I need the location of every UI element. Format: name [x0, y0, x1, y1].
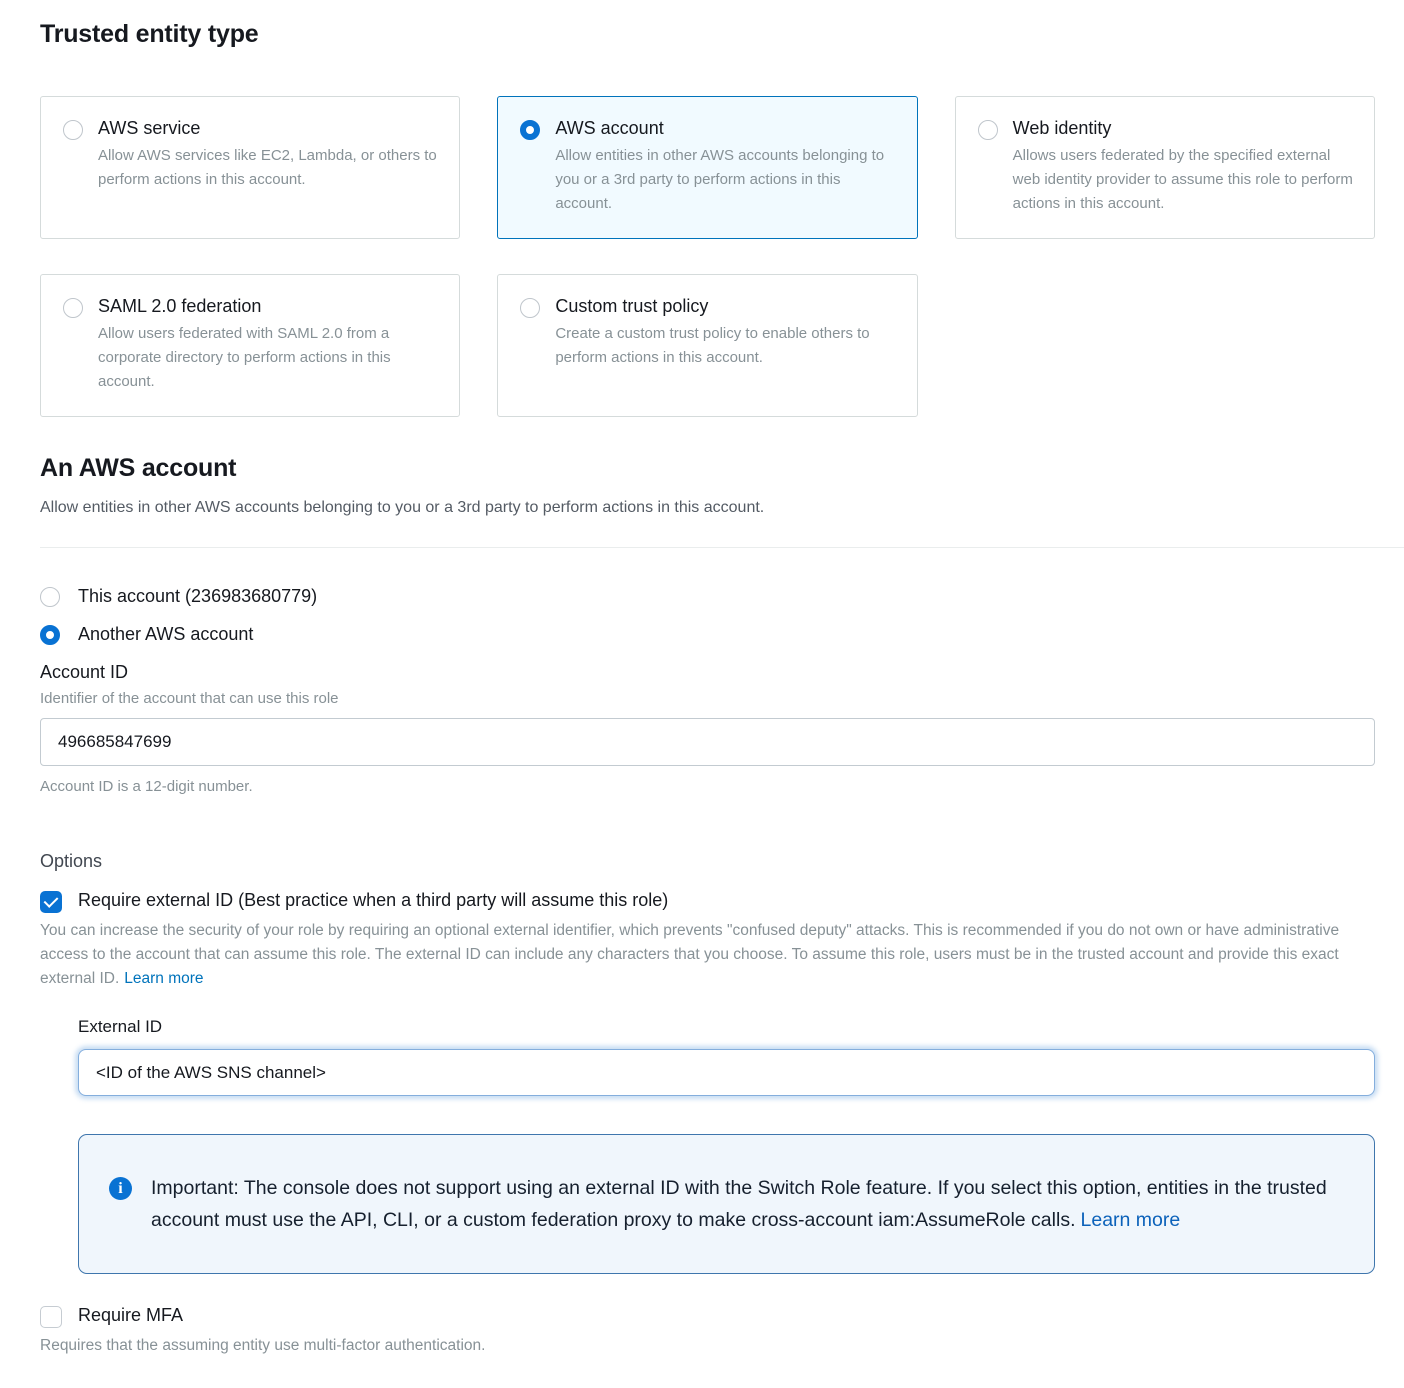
- entity-card-label: AWS service: [98, 118, 201, 138]
- entity-type-cards: [40, 96, 1375, 417]
- entity-card-body: [98, 296, 439, 394]
- entity-card-body: [555, 118, 896, 216]
- account-id-label: Account ID: [40, 662, 129, 682]
- entity-card-label: AWS account: [555, 118, 664, 138]
- page-title: Trusted entity type: [40, 20, 259, 48]
- options-label: Options: [40, 851, 103, 871]
- require-mfa-option[interactable]: [40, 1305, 1375, 1328]
- account-id-hint: Account ID is a 12-digit number.: [40, 778, 253, 795]
- entity-card-description: Allows users federated by the specified external web identity provider to assume this role to perform actions in this account.: [1012, 147, 1353, 212]
- section-divider: [40, 547, 1404, 548]
- entity-card-label: Web identity: [1012, 118, 1112, 138]
- entity-card-description: Allow users federated with SAML 2.0 from a corporate directory to perform actions in this account.: [98, 325, 391, 390]
- alert-text: [151, 1172, 1344, 1236]
- external-id-input[interactable]: [78, 1049, 1375, 1096]
- radio-custom-trust-policy[interactable]: [520, 298, 540, 318]
- entity-card-web-identity[interactable]: [955, 96, 1375, 239]
- entity-card-description: Allow entities in other AWS accounts belonging to you or a 3rd party to perform actions in this account.: [555, 147, 885, 212]
- entity-card-body: [555, 296, 896, 370]
- external-id-info-alert: [78, 1134, 1375, 1274]
- another-account-option[interactable]: [40, 624, 1375, 645]
- entity-card-aws-service[interactable]: [40, 96, 460, 239]
- alert-learn-more-link[interactable]: Learn more: [1080, 1209, 1181, 1231]
- external-id-label: External ID: [78, 1017, 163, 1036]
- info-icon: i: [109, 1177, 132, 1200]
- entity-card-body: [1013, 118, 1354, 216]
- entity-card-description: Create a custom trust policy to enable others to perform actions in this account.: [555, 325, 870, 366]
- entity-card-custom-trust-policy[interactable]: [497, 274, 917, 417]
- account-id-input[interactable]: [40, 718, 1375, 766]
- this-account-label: This account (236983680779): [78, 586, 318, 606]
- require-external-id-description-text: You can increase the security of your role by requiring an optional external identifier, which prevents "confused deputy" attacks. This is recommended if you do not own or have administrative access to the account that can assume this role. The external ID can include any characters that you choose. To assume this role, users must be in the trusted account and provide this exact external ID.: [40, 922, 1340, 987]
- account-id-description: Identifier of the account that can use this role: [40, 690, 339, 707]
- radio-aws-account[interactable]: [520, 120, 540, 140]
- another-account-radio[interactable]: [40, 625, 60, 645]
- radio-web-identity[interactable]: [978, 120, 998, 140]
- require-external-id-option[interactable]: [40, 890, 1375, 913]
- require-mfa-checkbox[interactable]: [40, 1306, 62, 1328]
- section-description: Allow entities in other AWS accounts belonging to you or a 3rd party to perform actions in this account.: [40, 499, 765, 516]
- entity-card-body: [98, 118, 439, 192]
- require-external-id-description: [40, 919, 1375, 991]
- this-account-option[interactable]: [40, 586, 1375, 607]
- external-id-learn-more-link[interactable]: Learn more: [124, 970, 204, 987]
- require-external-id-label: Require external ID (Best practice when a third party will assume this role): [78, 890, 669, 910]
- radio-aws-service[interactable]: [63, 120, 83, 140]
- this-account-radio[interactable]: [40, 587, 60, 607]
- entity-card-label: SAML 2.0 federation: [98, 296, 262, 316]
- entity-card-aws-account[interactable]: [497, 96, 917, 239]
- section-heading: An AWS account: [40, 454, 237, 482]
- require-mfa-label: Require MFA: [78, 1305, 184, 1325]
- require-external-id-checkbox[interactable]: [40, 891, 62, 913]
- another-account-label: Another AWS account: [78, 624, 254, 644]
- radio-saml-federation[interactable]: [63, 298, 83, 318]
- require-mfa-description: Requires that the assuming entity use multi-factor authentication.: [40, 1337, 486, 1354]
- entity-card-description: Allow AWS services like EC2, Lambda, or others to perform actions in this account.: [98, 147, 437, 188]
- entity-card-saml-federation[interactable]: [40, 274, 460, 417]
- entity-card-label: Custom trust policy: [555, 296, 709, 316]
- alert-message: Important: The console does not support using an external ID with the Switch Role feature. If you select this option, entities in the trusted account must use the API, CLI, or a custom federation proxy to make cross-account iam:AssumeRole calls.: [151, 1177, 1327, 1231]
